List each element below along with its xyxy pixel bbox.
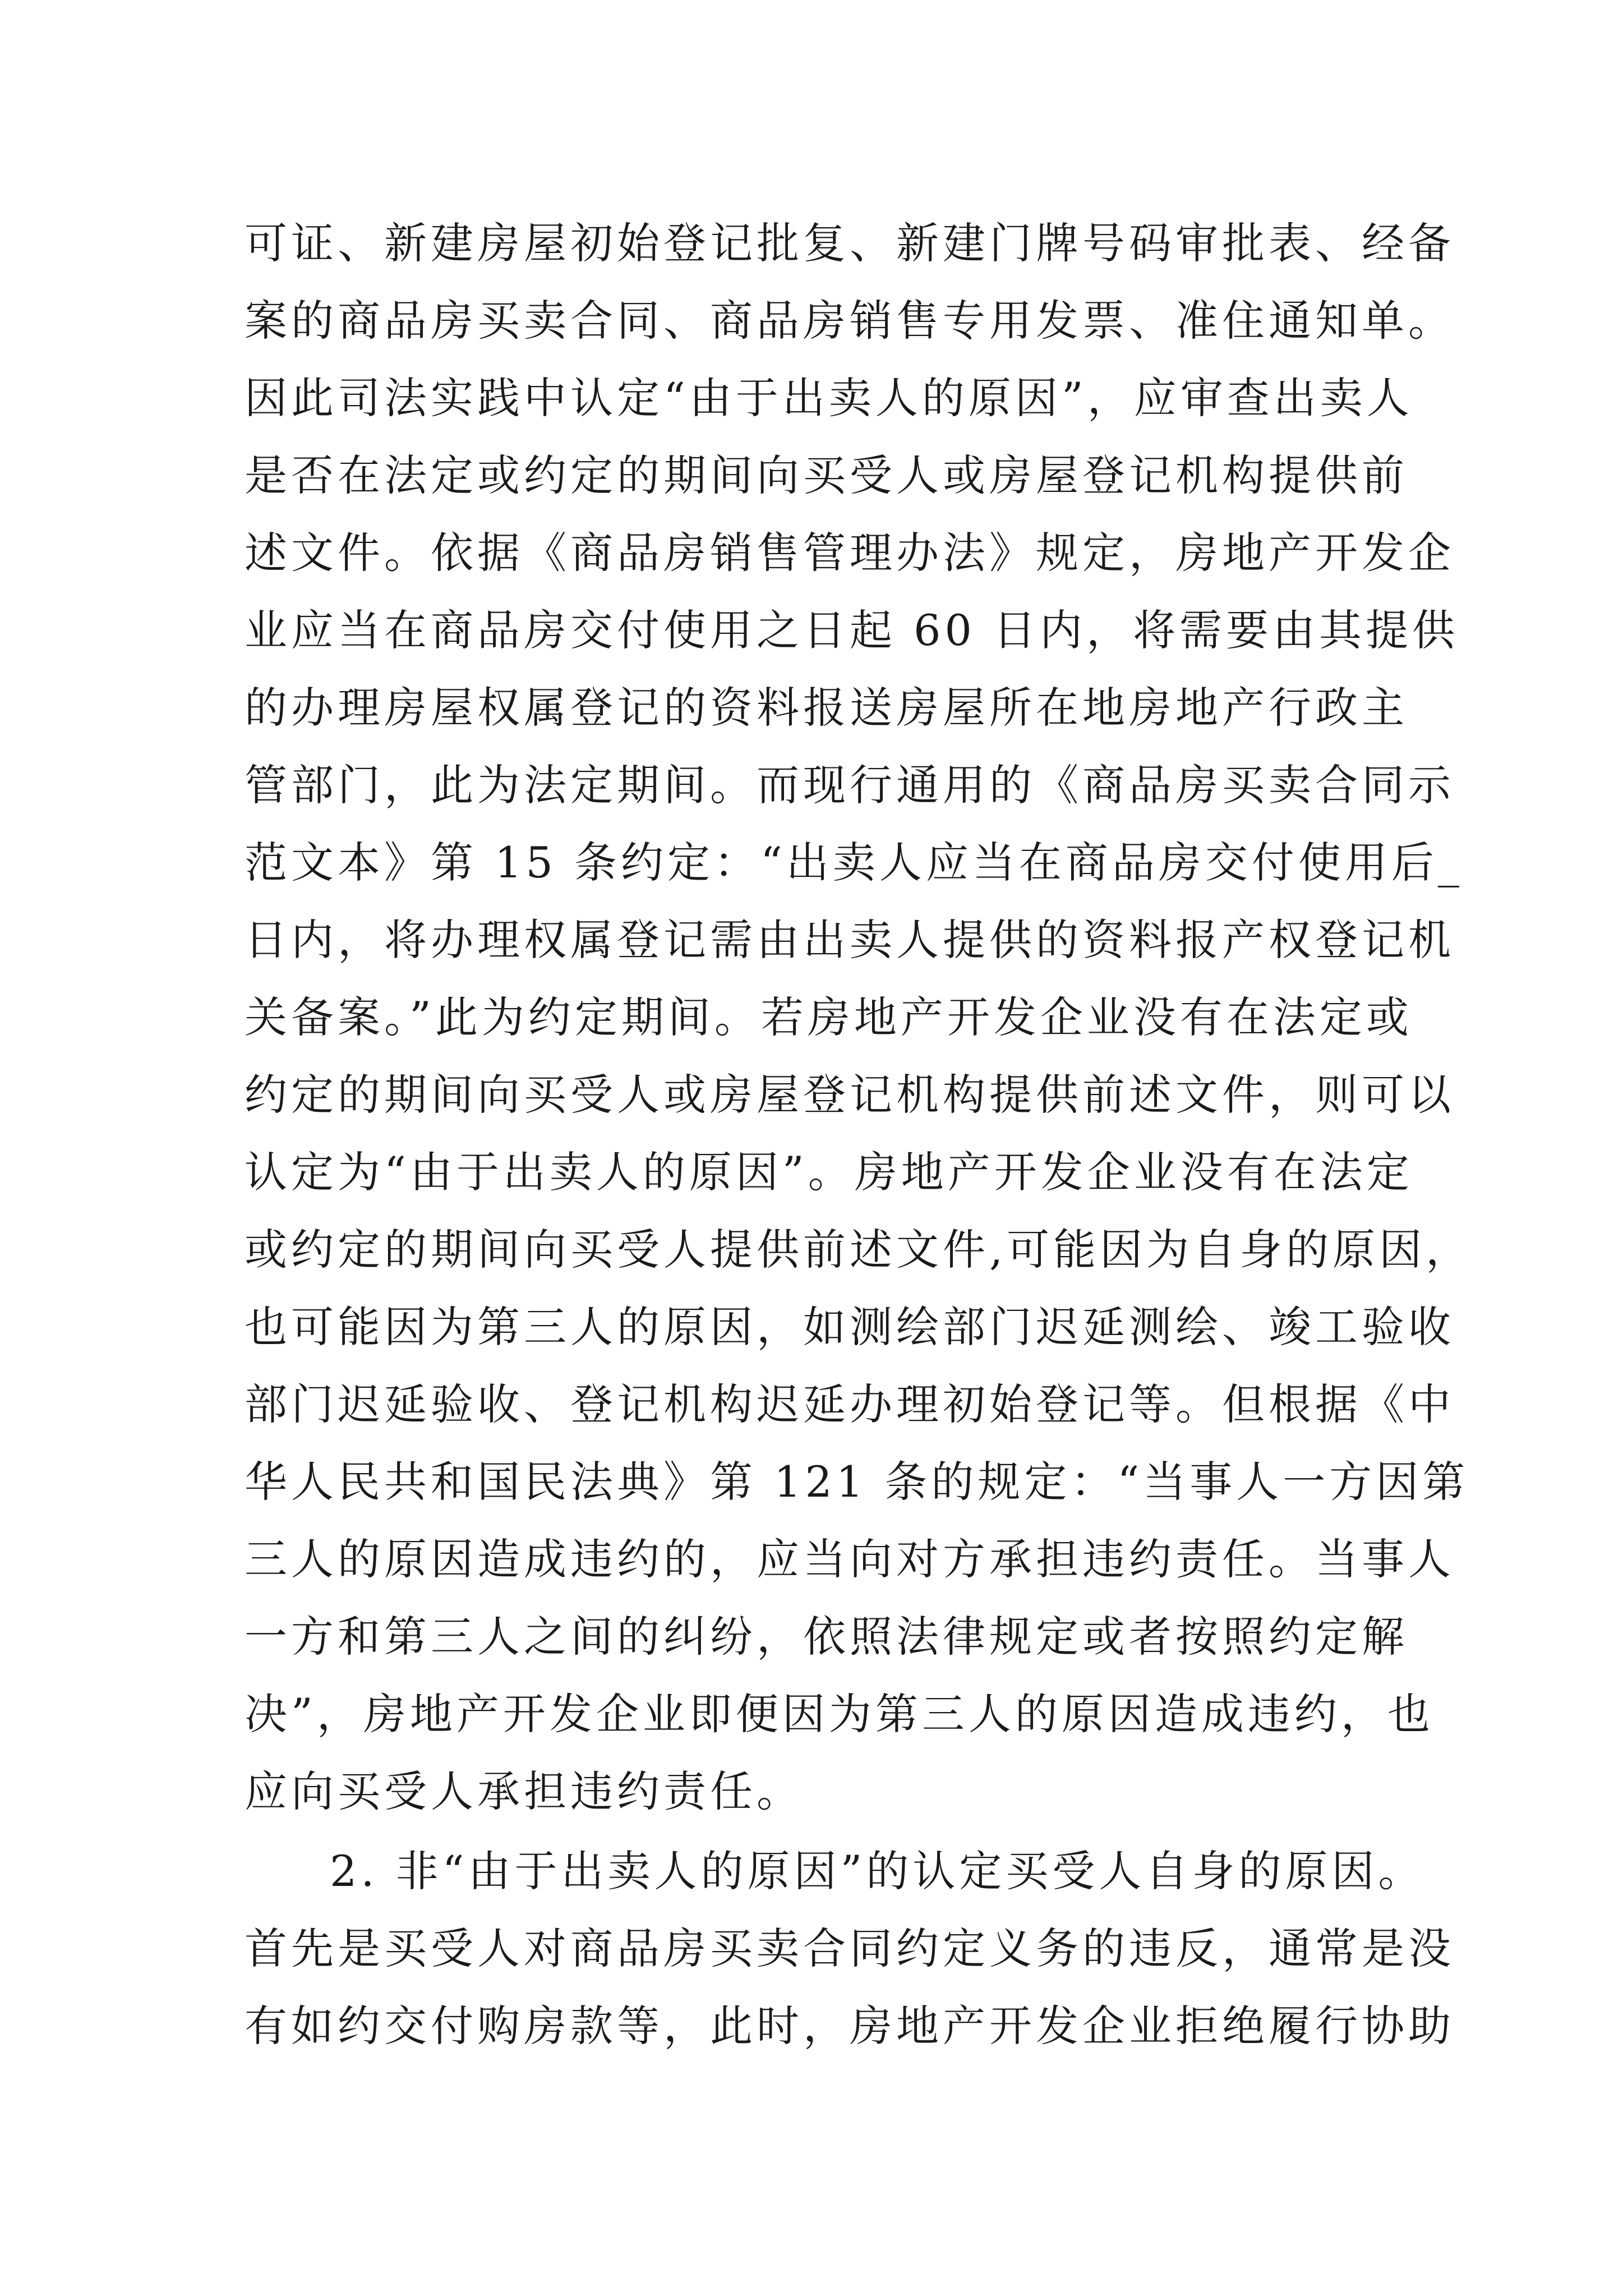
text-line: 关备案。”此为约定期间。若房地产开发企业没有在法定或 <box>245 992 1413 1042</box>
text-line: 部门迟延验收、登记机构迟延办理初始登记等。但根据《中 <box>245 1379 1455 1429</box>
text-line: 因此司法实践中认定“由于出卖人的原因”，应审查出卖人 <box>245 373 1413 423</box>
body-text <box>245 205 1473 2065</box>
text-line: 约定的期间向买受人或房屋登记机构提供前述文件，则可以 <box>245 1070 1455 1120</box>
text-line: 管部门，此为法定期间。而现行通用的《商品房买卖合同示 <box>245 760 1455 810</box>
text-line: 或约定的期间向买受人提供前述文件,可能因为自身的原因， <box>245 1225 1473 1274</box>
text-line: 有如约交付购房款等，此时，房地产开发企业拒绝履行协助 <box>245 2001 1455 2051</box>
text-line: 应向买受人承担违约责任。 <box>245 1766 803 1816</box>
section-heading-line: 2. 非“由于出卖人的原因”的认定买受人自身的原因。 <box>330 1846 1425 1896</box>
text-line: 决”，房地产开发企业即便因为第三人的原因造成违约，也 <box>245 1689 1434 1739</box>
text-line: 可证、新建房屋初始登记批复、新建门牌号码审批表、经备 <box>245 218 1455 268</box>
text-line: 日内，将办理权属登记需由出卖人提供的资料报产权登记机 <box>245 915 1455 965</box>
text-line: 述文件。依据《商品房销售管理办法》规定，房地产开发企 <box>245 528 1455 578</box>
text-line: 范文本》第 15 条约定：“出卖人应当在商品房交付使用后_ <box>245 838 1463 887</box>
text-line: 三人的原因造成违约的，应当向对方承担违约责任。当事人 <box>245 1534 1455 1584</box>
text-line: 也可能因为第三人的原因，如测绘部门迟延测绘、竣工验收 <box>245 1302 1455 1352</box>
text-line: 是否在法定或约定的期间向买受人或房屋登记机构提供前 <box>245 450 1408 500</box>
text-line: 案的商品房买卖合同、商品房销售专用发票、准住通知单。 <box>245 296 1455 346</box>
text-line: 业应当在商品房交付使用之日起 60 日内，将需要由其提供 <box>245 605 1459 655</box>
text-line: 一方和第三人之间的纠纷，依照法律规定或者按照约定解 <box>245 1612 1408 1662</box>
text-line: 的办理房屋权属登记的资料报送房屋所在地房地产行政主 <box>245 683 1408 733</box>
text-line: 认定为“由于出卖人的原因”。房地产开发企业没有在法定 <box>245 1147 1413 1197</box>
text-line: 首先是买受人对商品房买卖合同约定义务的违反，通常是没 <box>245 1924 1455 1973</box>
text-line: 华人民共和国民法典》第 121 条的规定：“当事人一方因第 <box>245 1457 1469 1507</box>
